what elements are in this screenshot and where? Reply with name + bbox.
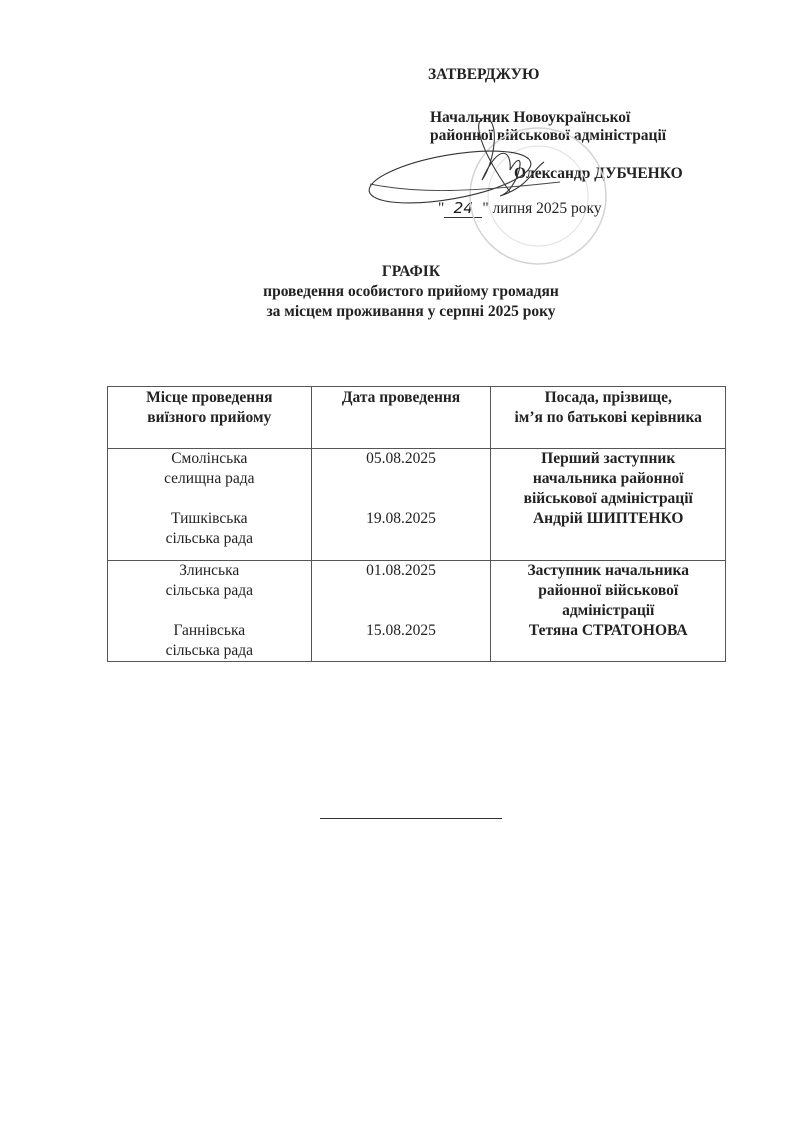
header-official: [491, 387, 726, 449]
date-entry: 15.08.2025: [366, 622, 436, 639]
signature-loop: [365, 141, 534, 213]
approver-position-line2: районної військової адміністрації: [430, 127, 667, 144]
place-entry: [108, 621, 311, 661]
place-name: Ганнівська: [173, 622, 246, 639]
header-date-text: Дата проведення: [341, 389, 461, 406]
place-entry: [108, 449, 311, 489]
official-line: адміністрації: [562, 602, 655, 619]
place-entry: [108, 509, 311, 549]
subtitle-line2: за місцем проживання у серпні 2025 року: [266, 303, 556, 320]
approval-heading: ЗАТВЕРДЖУЮ: [428, 66, 540, 83]
table-row: [108, 561, 726, 662]
header-place-line1: Місце проведення: [146, 389, 273, 406]
official-line: військової адміністрації: [523, 490, 693, 507]
header-official-line1: Посада, прізвище,: [544, 389, 672, 406]
places-cell: [108, 449, 312, 561]
table-header-row: [108, 387, 726, 449]
place-name: Смолінська: [171, 450, 248, 467]
official-name: Тетяна СТРАТОНОВА: [528, 622, 688, 639]
document-title: [0, 262, 794, 322]
place-type: селищна рада: [164, 470, 255, 487]
subtitle-line1: проведення особистого прийому громадян: [263, 283, 559, 300]
header-date: [311, 387, 491, 449]
official-line: районної військової: [538, 582, 679, 599]
schedule-table: [107, 386, 726, 662]
official-line: Перший заступник: [541, 450, 676, 467]
date-entry: 01.08.2025: [366, 562, 436, 579]
header-official-line2: ім’я по батькові керівника: [514, 409, 702, 426]
stamp-outer-ring: [470, 128, 606, 264]
stamp-inner-ring: [488, 146, 588, 246]
official-cell: [491, 561, 726, 662]
official-line: начальника районної: [532, 470, 684, 487]
table-row: [108, 449, 726, 561]
dates-cell: [311, 449, 491, 561]
date-quote-open: ": [438, 200, 445, 217]
signature-and-stamp: [360, 100, 620, 280]
place-type: сільська рада: [165, 582, 253, 599]
approval-day: 24: [444, 199, 482, 218]
approver-name: Олександр ДУБЧЕНКО: [514, 165, 683, 182]
place-type: сільська рада: [165, 642, 253, 659]
approval-month-year: липня 2025 року: [492, 200, 602, 217]
approver-position-line1: Начальник Новоукраїнської: [430, 109, 631, 126]
official-cell: [491, 449, 726, 561]
place-type: сільська рада: [165, 530, 253, 547]
official-line: Заступник начальника: [527, 562, 689, 579]
date-entry: 19.08.2025: [366, 510, 436, 527]
official-name: Андрій ШИПТЕНКО: [532, 510, 684, 527]
header-place-line2: виїзного прийому: [147, 409, 272, 426]
date-entry: 05.08.2025: [366, 450, 436, 467]
title-text: ГРАФІК: [381, 263, 441, 280]
place-name: Тишківська: [171, 510, 248, 527]
signature-tail: [370, 182, 560, 191]
dates-cell: [311, 561, 491, 662]
place-name: Злинська: [179, 562, 240, 579]
date-quote-close: ": [482, 200, 489, 217]
closing-rule: [320, 818, 502, 819]
places-cell: [108, 561, 312, 662]
header-place: [108, 387, 312, 449]
place-entry: [108, 561, 311, 601]
